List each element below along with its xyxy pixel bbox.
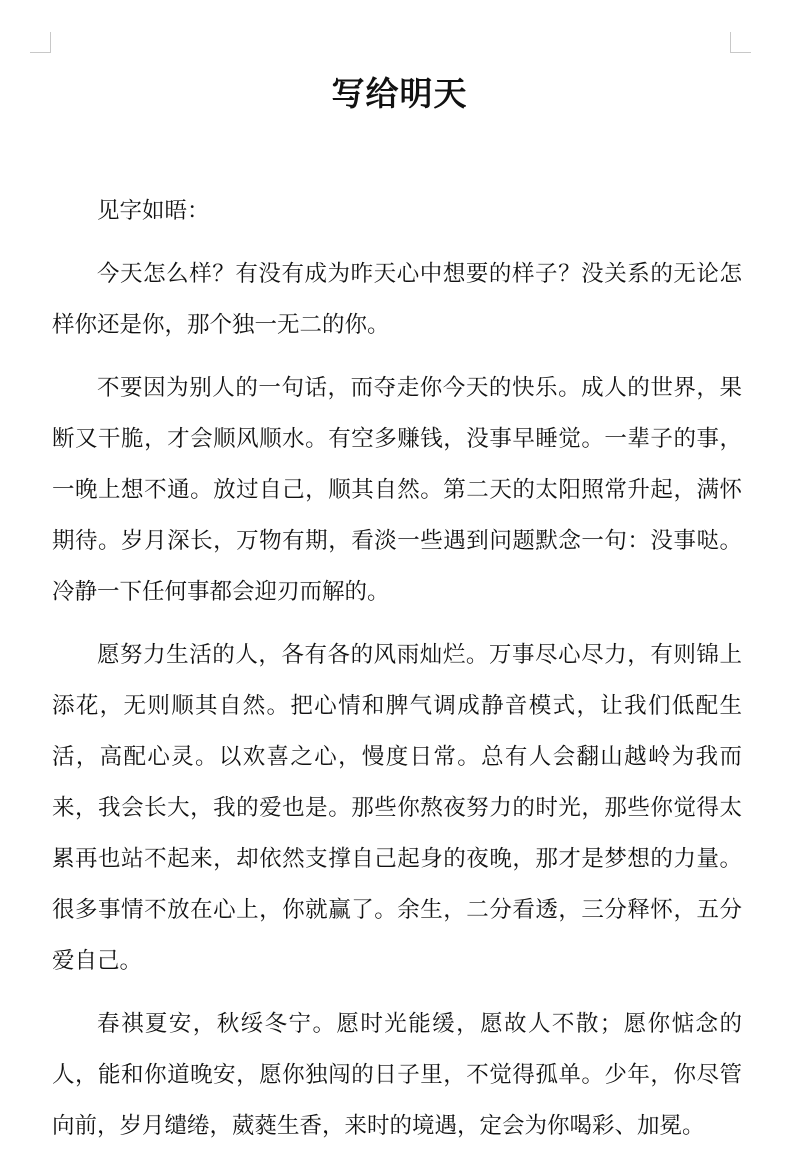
document-title: 写给明天 [331,74,468,113]
paragraph: 不要因为别人的一句话，而夺走你今天的快乐。成人的世界，果断又干脆，才会顺风顺水。有空多赚钱，没事早睡觉。一辈子的事，一晚上想不通。放过自己，顺其自然。第二天的太阳照常升起，满怀期待。岁月深长，万物有期，看淡一些遇到问题默念一句：没事哒。冷静一下任何事都会迎刃而解的。 [52,375,742,605]
document-body [52,186,742,1152]
paragraph: 今天怎么样？有没有成为昨天心中想要的样子？没关系的无论怎样你还是你，那个独一无二的你。 [52,261,742,338]
paragraph: 春祺夏安，秋绥冬宁。愿时光能缓，愿故人不散；愿你惦念的人，能和你道晚安，愿你独闯的日子里，不觉得孤单。少年，你尽管向前，岁月缱绻，葳蕤生香，来时的境遇，定会为你喝彩、加冕。 [52,1011,742,1139]
paragraph: 愿努力生活的人，各有各的风雨灿烂。万事尽心尽力，有则锦上添花，无则顺其自然。把心情和脾气调成静音模式，让我们低配生活，高配心灵。以欢喜之心，慢度日常。总有人会翻山越岭为我而来，我会长大，我的爱也是。那些你熬夜努力的时光，那些你觉得太累再也站不起来，却依然支撑自己起身的夜晚，那才是梦想的力量。很多事情不放在心上，你就赢了。余生，二分看透，三分释怀，五分爱自己。 [52,642,742,974]
crop-mark-top-right [730,32,751,53]
paragraph-greeting: 见字如晤： [97,198,210,224]
crop-mark-top-left [30,32,51,53]
